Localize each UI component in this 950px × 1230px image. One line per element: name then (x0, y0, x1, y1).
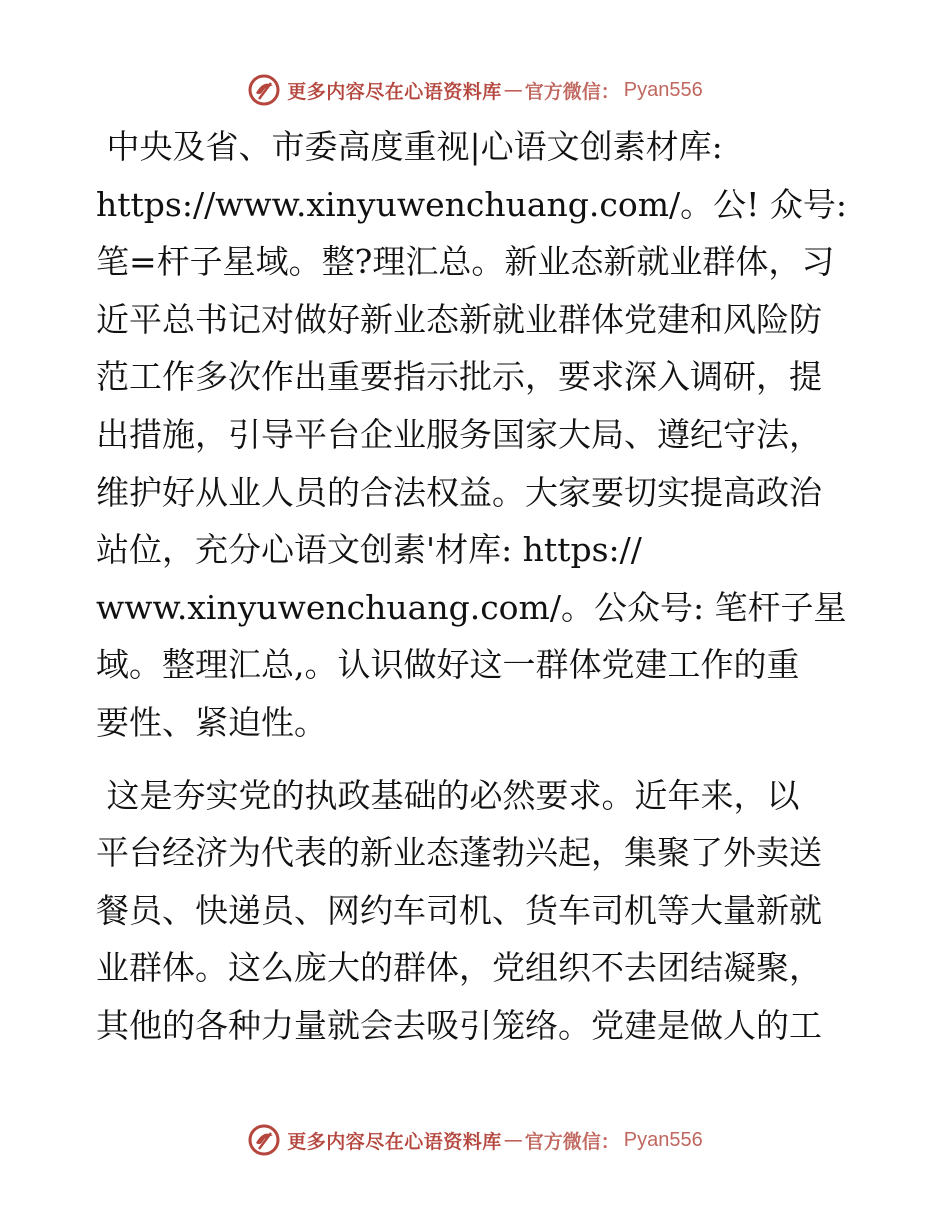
header-watermark (0, 70, 950, 110)
footer-wechat-id: Pyan556 (623, 1128, 703, 1151)
footer-separator: — (503, 1129, 523, 1151)
footer-subtitle: 官方微信： (524, 1130, 620, 1153)
document-body (96, 118, 854, 1055)
header-subtitle: 官方微信： (524, 80, 620, 103)
header-title: 更多内容尽在心语资料库 (287, 80, 502, 103)
red-swirl-logo-icon (247, 73, 281, 107)
paragraph-2: 这是夯实党的执政基础的必然要求。近年来，以 平台经济为代表的新业态蓬勃兴起，集聚了外卖送 餐员、快递员、网约车司机、货车司机等大量新就 业群体。这么庞大的群体，党组织不去团结凝聚， 其他的各种力量就会去吸引笼络。党建是做人的工 (96, 775, 822, 1045)
header-wechat-id: Pyan556 (623, 78, 703, 101)
paragraph-1: 中央及省、市委高度重视|心语文创素材库: https://www.xinyuwenchuang.com/。公! 众号: 笔=杆子星域。整?理汇总。新业态新就业群体，习 近平总书记对做好新业态新就业群体党建和风险防 范工作多次作出重要指示批示，要求深入调研，提 出措施，引导平台企业服务国家大局、遵纪守法， 维护好从业人员的合法权益。大家要切实提高政治 站位，充分心语文创素'材库: https:// www.xinyuwenchuang.com/。公众号: 笔杆子星 域。整理汇总,。认识做好这一群体党建工作的重 要性、紧迫性。 (96, 127, 848, 742)
header-separator: — (503, 79, 523, 101)
footer-title: 更多内容尽在心语资料库 (287, 1130, 502, 1153)
footer-watermark (0, 1120, 950, 1160)
red-swirl-logo-icon (247, 1123, 281, 1157)
